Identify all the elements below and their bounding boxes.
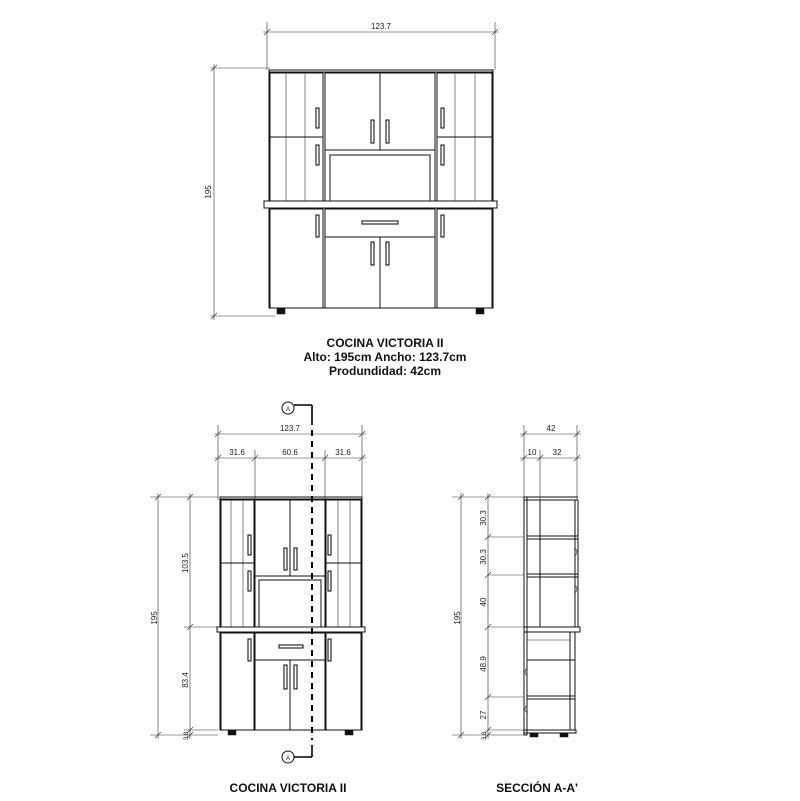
front-col-dim-1: 31.6 — [229, 448, 245, 457]
section-shelf-dim-5: 27 — [479, 710, 488, 720]
top-elevation — [204, 22, 499, 320]
section-shelf-dim-4: 48.9 — [479, 656, 488, 672]
section-view — [452, 424, 581, 740]
front-elevation — [150, 402, 366, 763]
section-marker-bottom-label: A — [285, 756, 291, 762]
section-marker-top-label: A — [285, 407, 291, 413]
section-shelf-dim-6: 3.8 — [482, 731, 488, 741]
section-depth-dim: 42 — [546, 424, 556, 433]
section-shelf-dim-1: 30.3 — [479, 510, 488, 526]
top-spec-1: Alto: 195cm Ancho: 123.7cm — [303, 350, 467, 364]
front-base-dim: 3.8 — [184, 731, 190, 741]
front-title: COCINA VICTORIA II — [229, 781, 347, 795]
section-shelf-dim-3: 40 — [479, 597, 488, 607]
section-part-dim-2: 32 — [552, 448, 562, 457]
front-width-dim: 123.7 — [279, 424, 301, 433]
top-title: COCINA VICTORIA II — [326, 336, 444, 350]
front-col-dim-3: 31.6 — [335, 448, 351, 457]
section-shelf-dim-2: 30.3 — [479, 549, 488, 565]
section-title: SECCIÓN A-A' — [496, 781, 578, 795]
section-part-dim-1: 10 — [527, 448, 537, 457]
front-col-dim-2: 60.6 — [282, 448, 298, 457]
top-height-dim: 195 — [204, 185, 213, 199]
section-total-dim: 195 — [453, 611, 462, 625]
top-width-dim: 123.7 — [370, 22, 392, 31]
front-lower-dim: 83.4 — [181, 672, 190, 688]
front-upper-dim: 103.5 — [181, 552, 190, 574]
front-total-dim: 195 — [150, 611, 159, 625]
top-spec-2: Produndidad: 42cm — [328, 364, 442, 378]
